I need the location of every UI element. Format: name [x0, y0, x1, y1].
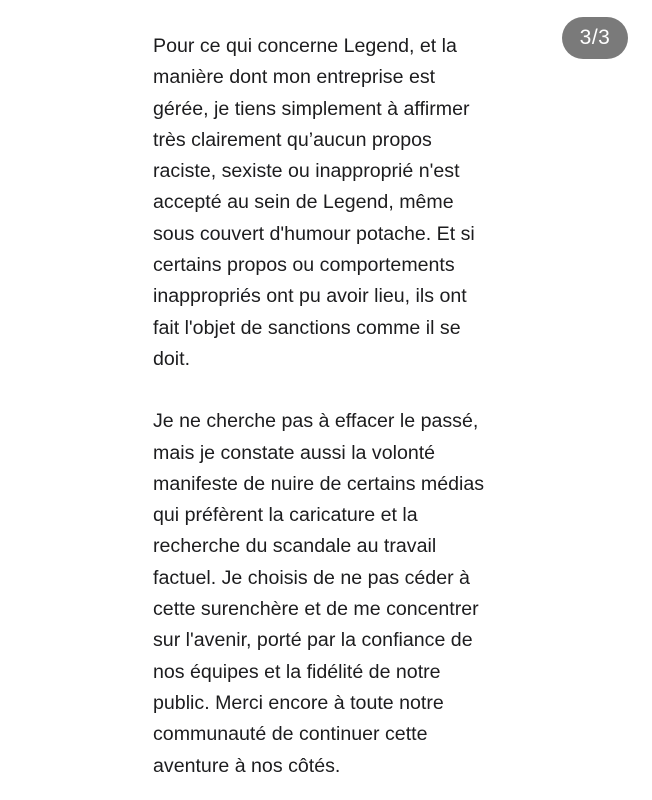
paragraph: Pour ce qui concerne Legend, et la manière dont mon entreprise est gérée, je tiens simplement à affirmer très clairement qu’aucun propos raciste, sexiste ou inapproprié n'est accepté au sein de Legend, même sous couvert d'humour potache. Et si certains propos ou comportements inappropriés ont pu avoir lieu, ils ont fait l'objet de sanctions comme il se doit.: [153, 35, 475, 370]
statement-text: [153, 31, 523, 782]
paragraph: Je ne cherche pas à effacer le passé, mais je constate aussi la volonté manifeste de nuire de certains médias qui préfèrent la caricature et la recherche du scandale au travail factuel. Je choisis de ne pas céder à cette surenchère et de me concentrer sur l'avenir, porté par la confiance de nos équipes et la fidélité de notre public. Merci encore à toute notre communauté de continuer cette aventure à nos côtés.: [153, 410, 485, 777]
page-indicator-badge: 3/3: [562, 17, 628, 59]
